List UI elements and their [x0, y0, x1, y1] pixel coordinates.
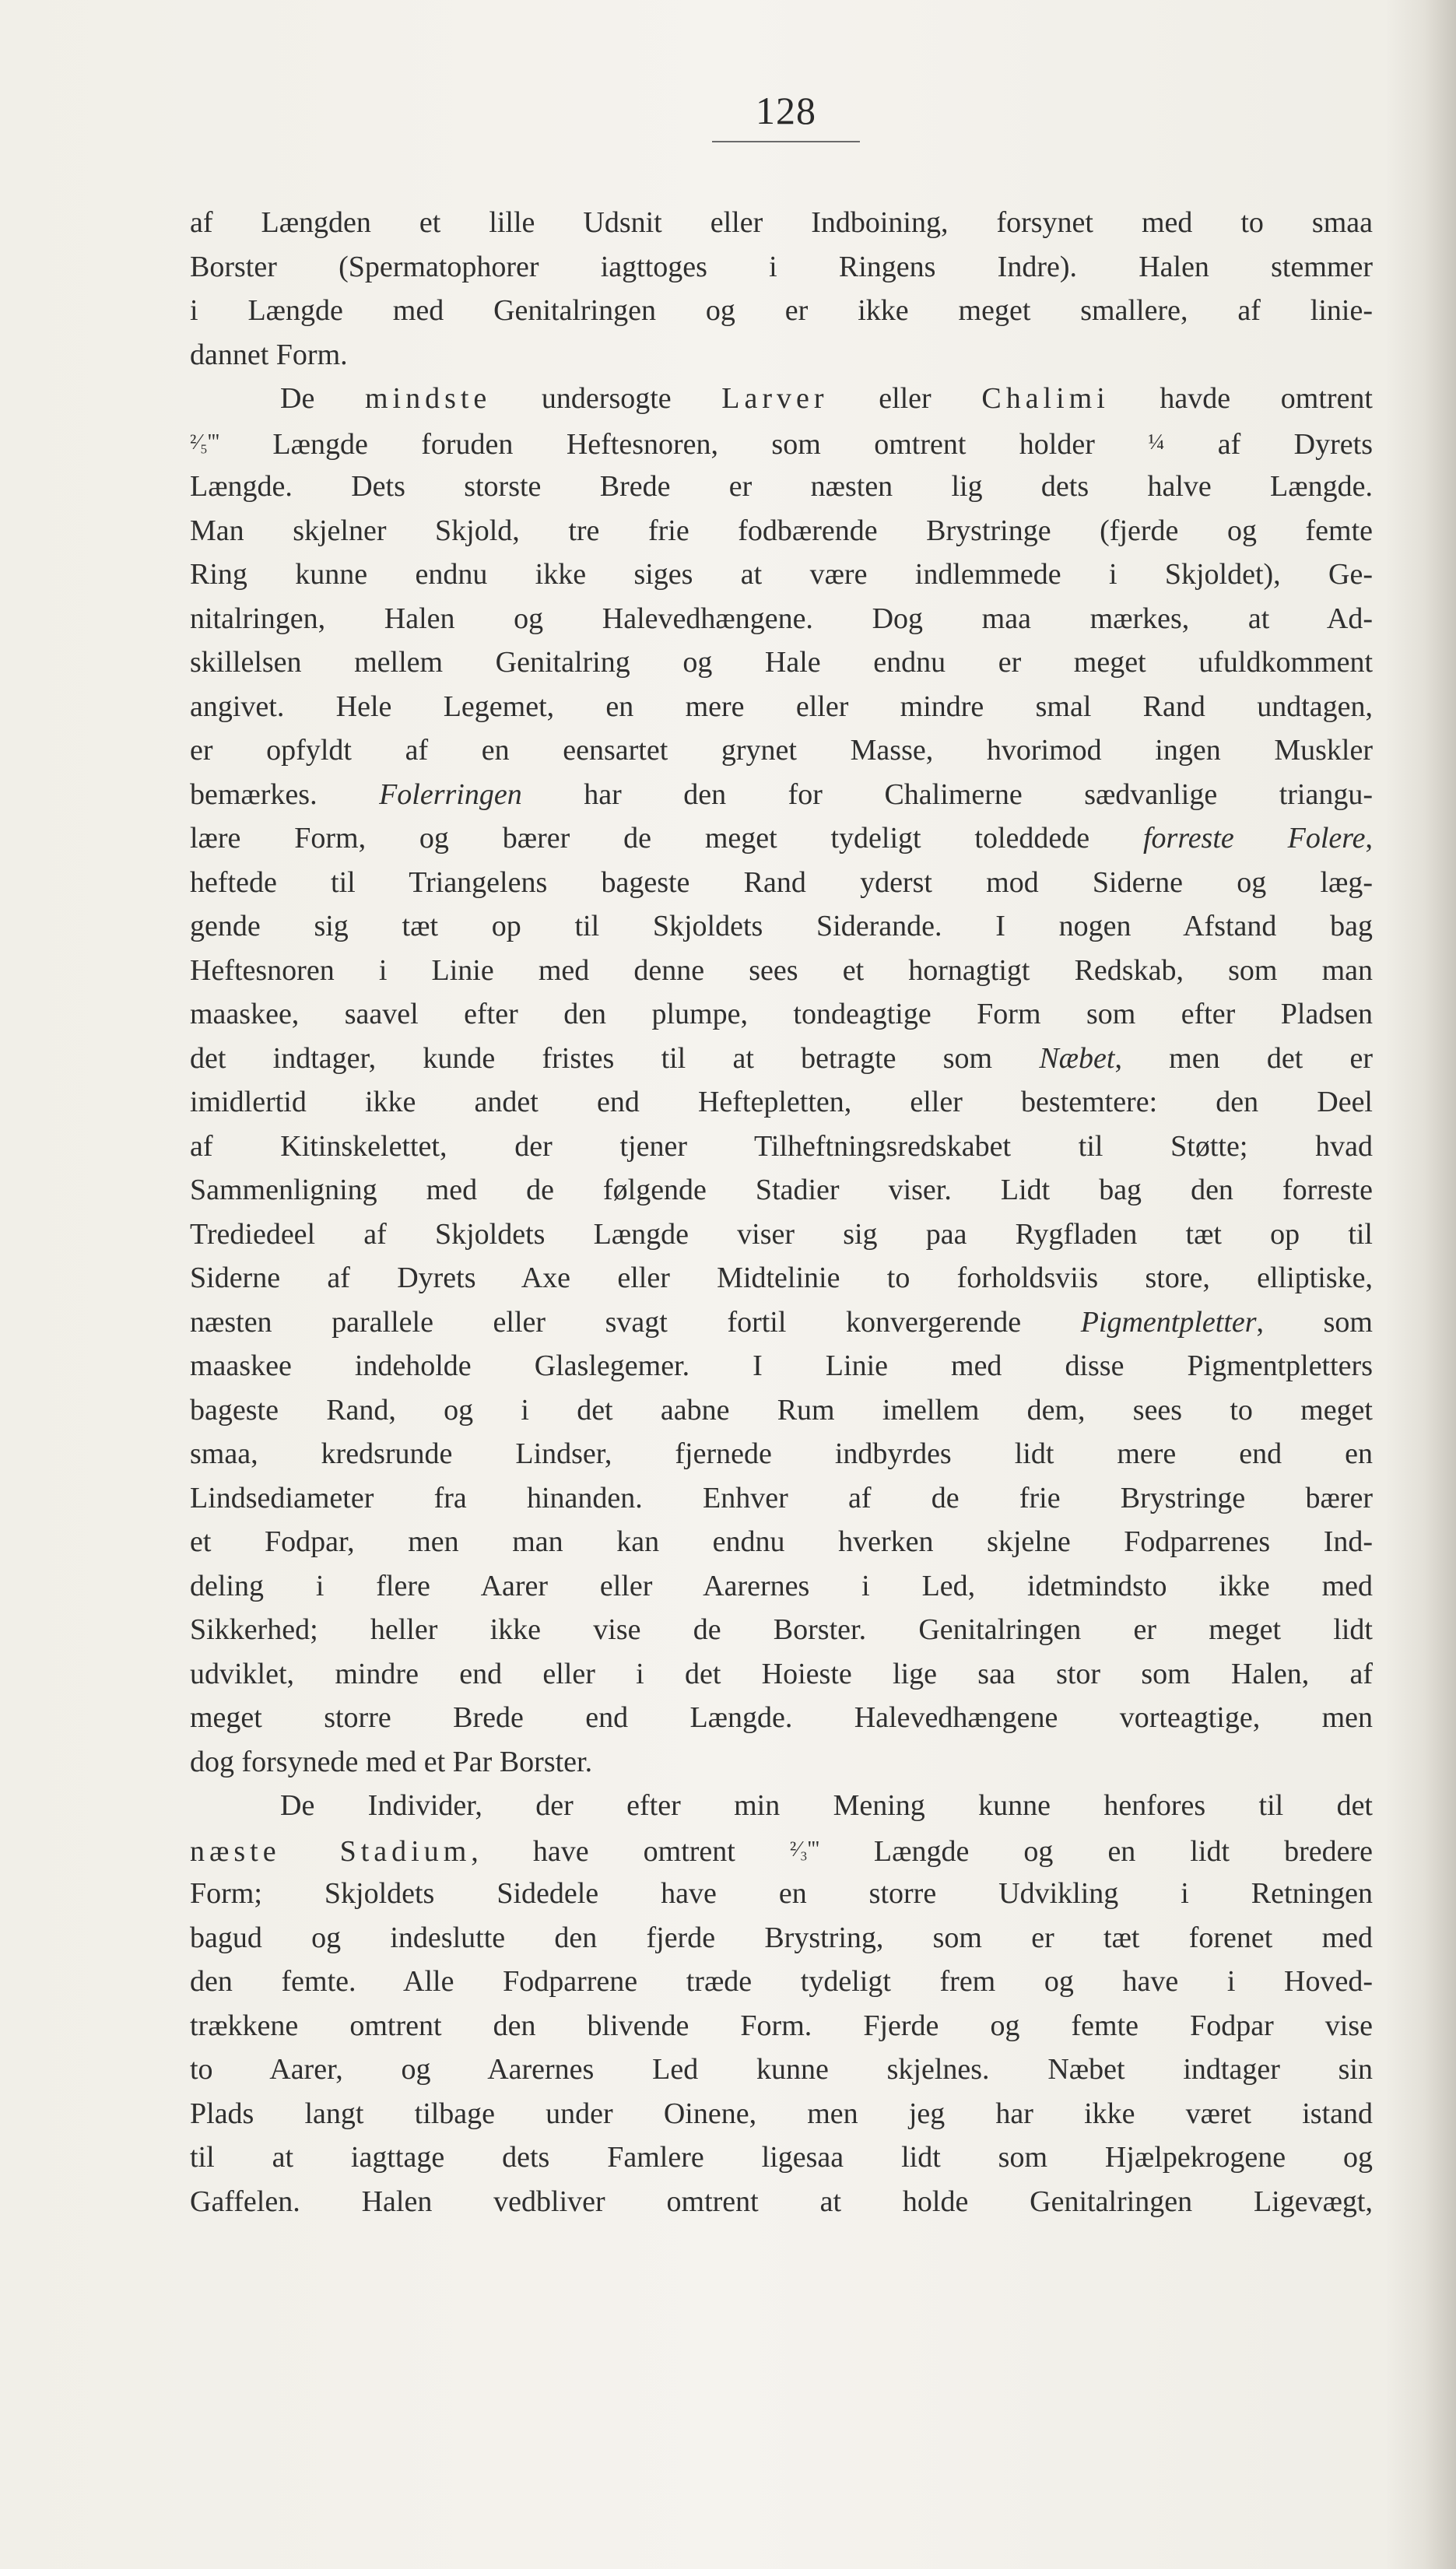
text-line: bemærkes. Folerringen har den for Chalimerne sædvanlige triangu-: [190, 777, 1373, 811]
text-line: Gaffelen. Halen vedbliver omtrent at holde Genitalringen Ligevægt,: [190, 2185, 1373, 2218]
text-line: Form; Skjoldets Sidedele have en storre Udvikling i Retningen: [190, 1877, 1373, 1910]
text-line: Sammenligning med de følgende Stadier viser. Lidt bag den forreste: [190, 1174, 1373, 1206]
text-line: bageste Rand, og i det aabne Rum imellem dem, sees to meget: [190, 1393, 1373, 1427]
text-line: Plads langt tilbage under Oinene, men jeg har ikke været istand: [190, 2097, 1373, 2130]
text-line: gende sig tæt op til Skjoldets Siderande. I nogen Afstand bag: [190, 910, 1373, 942]
text-line: smaa, kredsrunde Lindser, fjernede indbyrdes lidt mere end en: [190, 1437, 1373, 1470]
text-line: ²⁄₅''' Længde foruden Heftesnoren, som omtrent holder ¼ af Dyrets: [190, 427, 1373, 461]
text-line: imidlertid ikke andet end Heftepletten, eller bestemtere: den Deel: [190, 1086, 1373, 1118]
text-line: to Aarer, og Aarernes Led kunne skjelnes. Næbet indtager sin: [190, 2053, 1373, 2086]
text-line: angivet. Hele Legemet, en mere eller mindre smal Rand undtagen,: [190, 690, 1373, 723]
page-number: 128: [756, 89, 816, 132]
text-line: til at iagttage dets Famlere ligesaa lidt som Hjælpekrogene og: [190, 2141, 1373, 2174]
paragraph-start-line: De mindste undersogte Larver eller Chalimi havde omtrent: [280, 382, 1373, 415]
text-line: deling i flere Aarer eller Aarernes i Led, idetmindsto ikke med: [190, 1569, 1373, 1602]
text-line: Siderne af Dyrets Axe eller Midtelinie to forholdsviis store, elliptiske,: [190, 1262, 1373, 1294]
text-line: næsten parallele eller svagt fortil konvergerende Pigmentpletter, som: [190, 1305, 1373, 1339]
text-line: skillelsen mellem Genitalring og Hale endnu er meget ufuldkomment: [190, 646, 1373, 679]
page-edge-shadow: [1386, 0, 1456, 2569]
text-line: lære Form, og bærer de meget tydeligt toleddede forreste Folere,: [190, 822, 1373, 855]
text-line: dannet Form.: [190, 338, 348, 371]
text-line: Ring kunne endnu ikke siges at være indlemmede i Skjoldet), Ge-: [190, 558, 1373, 591]
paragraph-start-line: De Individer, der efter min Mening kunne henfores til det: [280, 1789, 1373, 1822]
text-line: Heftesnoren i Linie med denne sees et hornagtigt Redskab, som man: [190, 953, 1373, 987]
text-line: Lindsediameter fra hinanden. Enhver af de frie Brystringe bærer: [190, 1481, 1373, 1514]
text-line: af Kitinskelettet, der tjener Tilheftningsredskabet til Støtte; hvad: [190, 1129, 1373, 1163]
text-line: udviklet, mindre end eller i det Hoieste lige saa stor som Halen, af: [190, 1657, 1373, 1690]
text-line: meget storre Brede end Længde. Halevedhængene vorteagtige, men: [190, 1701, 1373, 1734]
text-line: af Længden et lille Udsnit eller Indboining, forsynet med to smaa: [190, 206, 1373, 239]
text-line: det indtager, kunde fristes til at betragte som Næbet, men det er: [190, 1041, 1374, 1075]
text-line: nitalringen, Halen og Halevedhængene. Dog maa mærkes, at Ad-: [190, 602, 1373, 635]
text-line: heftede til Triangelens bageste Rand yderst mod Siderne og læg-: [190, 865, 1373, 899]
text-line: i Længde med Genitalringen og er ikke meget smallere, af linie-: [190, 294, 1373, 327]
text-line: Borster (Spermatophorer iagttoges i Ringens Indre). Halen stemmer: [190, 250, 1373, 283]
text-line: bagud og indeslutte den fjerde Brystring, som er tæt forenet med: [190, 1921, 1373, 1954]
text-line: Trediedeel af Skjoldets Længde viser sig paa Rygfladen tæt op til: [190, 1217, 1373, 1251]
text-line: er opfyldt af en eensartet grynet Masse, hvorimod ingen Muskler: [190, 734, 1373, 767]
text-line: næste Stadium, have omtrent ²⁄₃''' Længde og en lidt bredere: [190, 1834, 1373, 1868]
text-line: et Fodpar, men man kan endnu hverken skjelne Fodparrenes Ind-: [190, 1525, 1373, 1558]
text-line: maaskee, saavel efter den plumpe, tondeagtige Form som efter Pladsen: [190, 998, 1373, 1030]
text-line: trækkene omtrent den blivende Form. Fjerde og femte Fodpar vise: [190, 2009, 1373, 2042]
text-line: Længde. Dets storste Brede er næsten lig dets halve Længde.: [190, 470, 1373, 503]
body-text: [190, 201, 1373, 2223]
text-line: Sikkerhed; heller ikke vise de Borster. Genitalringen er meget lidt: [190, 1613, 1373, 1646]
text-line: Man skjelner Skjold, tre frie fodbærende Brystringe (fjerde og femte: [190, 514, 1373, 547]
text-line: den femte. Alle Fodparrene træde tydeligt frem og have i Hoved-: [190, 1965, 1373, 1998]
text-line: maaskee indeholde Glaslegemer. I Linie med disse Pigmentpletters: [190, 1349, 1373, 1382]
text-line: dog forsynede med et Par Borster.: [190, 1745, 593, 1778]
page-number-rule: [712, 141, 860, 142]
